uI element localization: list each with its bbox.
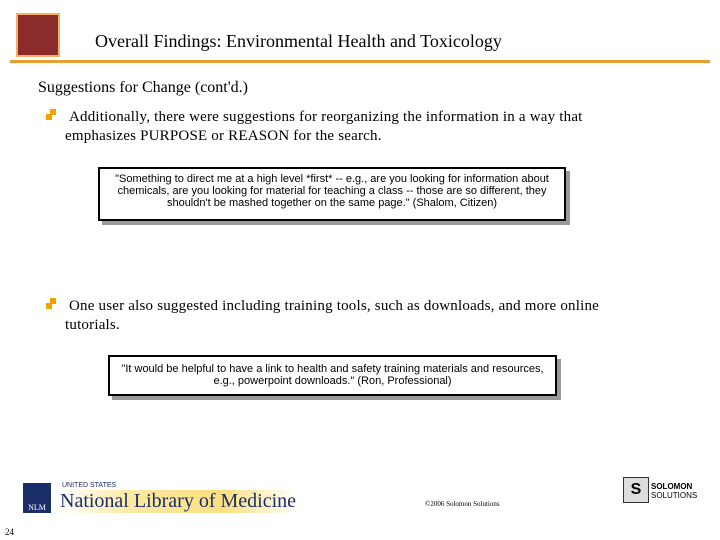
nlm-small-text: UNITED STATES [62,482,117,489]
bullet-icon [46,109,56,119]
copyright: ©2006 Solomon Solutions [425,500,500,508]
section-heading: Suggestions for Change (cont'd.) [38,79,248,96]
solutions-text: SOLUTIONS [651,491,698,500]
title-divider [10,60,710,63]
nlm-wordmark: National Library of Medicine [60,490,297,512]
bullet-text: One user also suggested including training tools, such as downloads, and more online tutorials. [65,298,600,333]
bullet-icon [46,298,56,308]
bullet-text: Additionally, there were suggestions for reorganizing the information in a way that emphasizes PURPOSE or REASON for the search. [65,109,583,144]
nlm-badge: NLM [23,483,51,513]
solomon-text: SOLOMON [651,482,693,491]
page-number: 24 [5,527,14,537]
slide-title: Overall Findings: Environmental Health and Toxicology [95,31,502,51]
nlm-logo [16,13,60,57]
solomon-logo-icon: S [623,477,649,503]
quote-box: "Something to direct me at a high level *first* -- e.g., are you looking for information about chemicals, are you looking for material for teaching a class -- those are so different, they shouldn't be mashed together on the same page." (Shalom, Citizen) [98,167,566,221]
quote-box: "It would be helpful to have a link to health and safety training materials and resources, e.g., powerpoint downloads." (Ron, Professional) [108,355,557,396]
